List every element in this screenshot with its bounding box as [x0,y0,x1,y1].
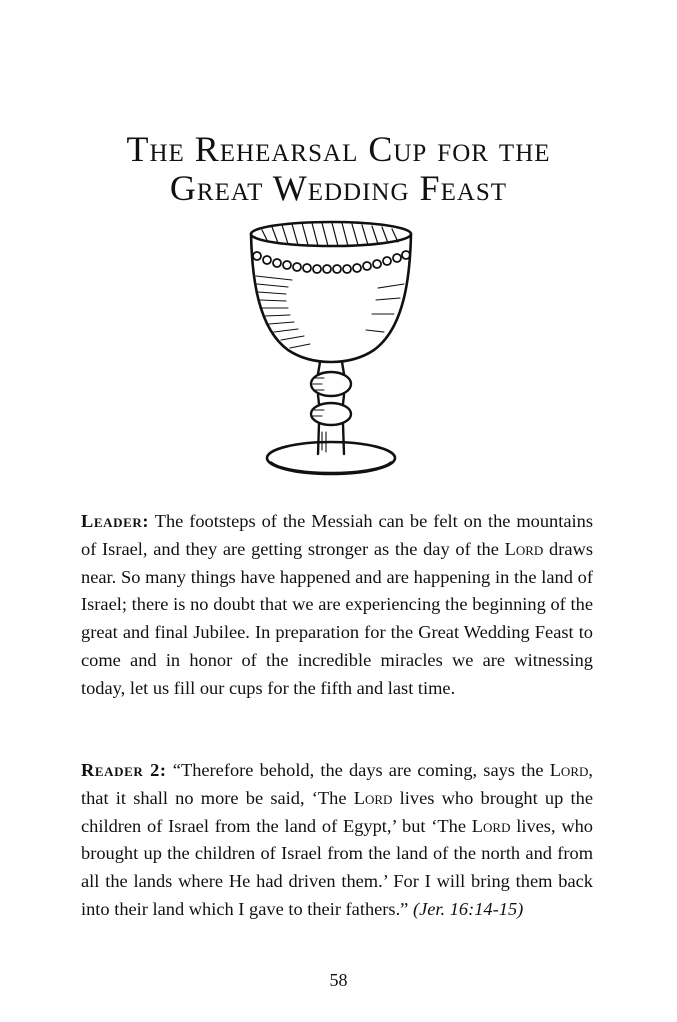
scripture-citation: (Jer. 16:14-15) [412,898,524,919]
leader-text-2: draws near. So many things have happened and are happening in the land of Israel; there is no doubt that we are experiencing the beginning of the great and final Jubilee. In preparation for the Great Wedding Feast to come and in honor of the incredible miracles we are witnessing today, let us fill our cups for the fifth and last time. [81,538,593,698]
reader-2-text-3: lives who brought up the children of Israel from the land of Egypt,’ but ‘The [81,787,593,836]
reader-2-text-4: lives, who brought up the children of Israel from the land of the north and from all the lands where He had driven them.’ For I will bring them back into their land which I gave to their fathers.” [81,815,594,919]
leader-paragraph [81,508,593,703]
goblet-illustration [248,218,414,478]
lord-small-caps: Lord [504,538,544,559]
lord-small-caps: Lord [549,760,589,780]
lord-small-caps: Lord [471,815,511,836]
page-number: 58 [329,970,348,990]
page-title [0,130,677,208]
leader-text-1: The footsteps of the Messiah can be felt on the mountains of Israel, and they are getting stronger as the day of the [81,511,593,559]
lord-small-caps: Lord [353,787,393,808]
speaker-label-reader-2: Reader 2: [81,760,167,780]
speaker-label-leader: Leader: [81,511,150,531]
page-title-line-2: Great Wedding Feast [169,168,508,209]
reader-2-paragraph [81,757,593,924]
reader-2-text-1: “Therefore behold, the days are coming, says the [166,760,550,780]
page-title-line-1: The Rehearsal Cup for the [126,129,551,170]
reader-2-text-2: , that it shall no more be said, ‘The [81,760,593,808]
